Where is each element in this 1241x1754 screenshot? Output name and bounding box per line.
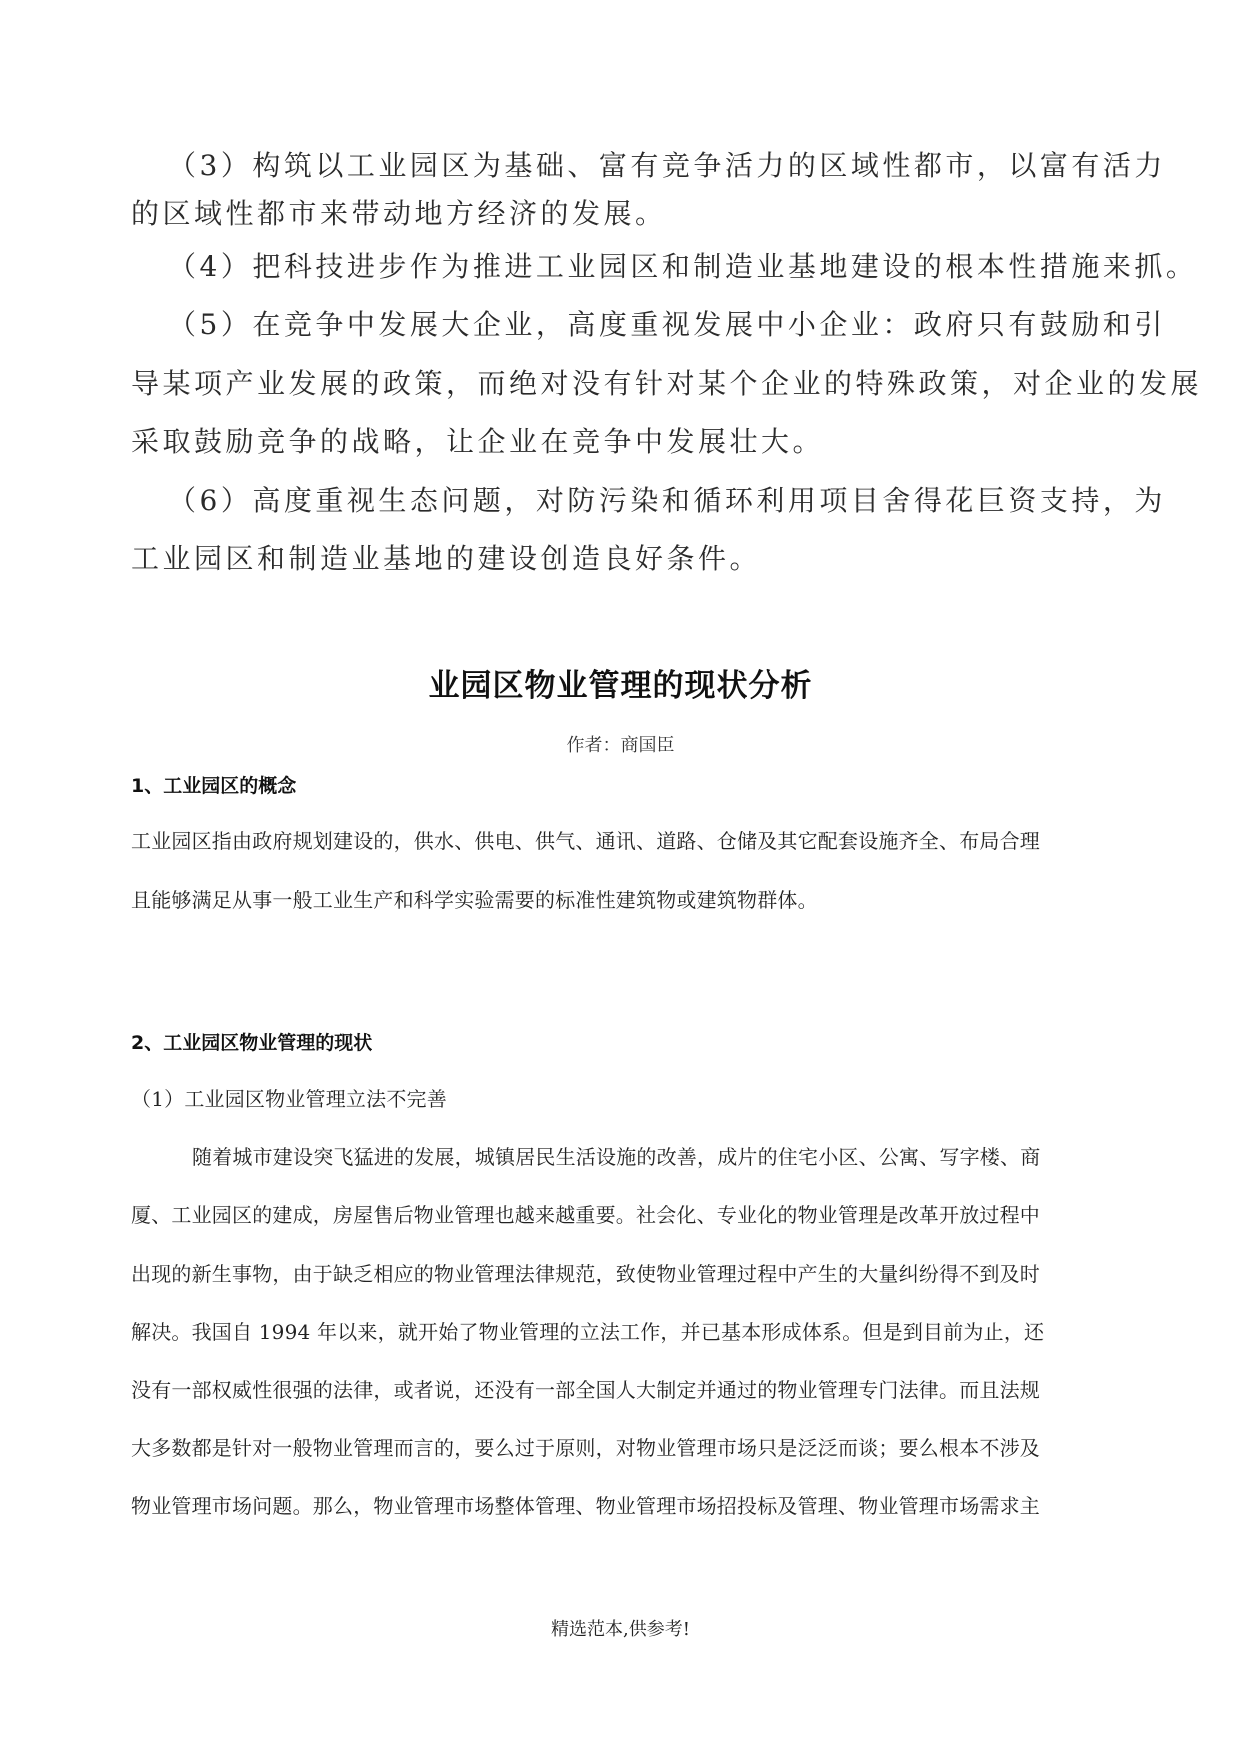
paragraph-line: 解决。我国自 1994 年以来，就开始了物业管理的立法工作，并已基本形成体系。但是到目前为止，还 <box>131 1320 1045 1344</box>
paragraph-line: 出现的新生事物，由于缺乏相应的物业管理法律规范，致使物业管理过程中产生的大量纠纷得不到及时 <box>131 1262 1040 1286</box>
article-author: 作者：商国臣 <box>566 735 675 756</box>
paragraph-line: 导某项产业发展的政策，而绝对没有针对某个企业的特殊政策，对企业的发展 <box>131 367 1203 400</box>
subsection-heading: （1）工业园区物业管理立法不完善 <box>131 1087 447 1111</box>
paragraph-line: 物业管理市场问题。那么，物业管理市场整体管理、物业管理市场招投标及管理、物业管理市场需求主 <box>131 1494 1040 1518</box>
paragraph-line: （5）在竞争中发展大企业，高度重视发展中小企业：政府只有鼓励和引 <box>168 308 1166 341</box>
section-heading: 2、工业园区物业管理的现状 <box>131 1032 373 1054</box>
paragraph-line: （6）高度重视生态问题，对防污染和循环利用项目舍得花巨资支持，为 <box>168 484 1166 517</box>
paragraph-line: 随着城市建设突飞猛进的发展，城镇居民生活设施的改善，成片的住宅小区、公寓、写字楼、商 <box>192 1145 1041 1169</box>
paragraph-line: （4）把科技进步作为推进工业园区和制造业基地建设的根本性措施来抓。 <box>168 250 1198 283</box>
page-footer: 精选范本,供参考! <box>551 1619 690 1640</box>
paragraph-line: 采取鼓励竞争的战略，让企业在竞争中发展壮大。 <box>131 425 825 458</box>
paragraph-line: 且能够满足从事一般工业生产和科学实验需要的标准性建筑物或建筑物群体。 <box>131 888 818 912</box>
section-heading: 1、工业园区的概念 <box>131 775 297 797</box>
paragraph-line: 厦、工业园区的建成，房屋售后物业管理也越来越重要。社会化、专业化的物业管理是改革开放过程中 <box>131 1203 1040 1227</box>
paragraph-line: 的区域性都市来带动地方经济的发展。 <box>131 197 667 230</box>
paragraph-line: （3）构筑以工业园区为基础、富有竞争活力的区域性都市，以富有活力 <box>168 149 1166 182</box>
paragraph-line: 没有一部权威性很强的法律，或者说，还没有一部全国人大制定并通过的物业管理专门法律。而且法规 <box>131 1378 1040 1402</box>
paragraph-line: 大多数都是针对一般物业管理而言的，要么过于原则，对物业管理市场只是泛泛而谈；要么根本不涉及 <box>131 1436 1040 1460</box>
article-title: 业园区物业管理的现状分析 <box>428 668 813 704</box>
paragraph-line: 工业园区指由政府规划建设的，供水、供电、供气、通讯、道路、仓储及其它配套设施齐全、布局合理 <box>131 829 1040 853</box>
paragraph-line: 工业园区和制造业基地的建设创造良好条件。 <box>131 542 762 575</box>
